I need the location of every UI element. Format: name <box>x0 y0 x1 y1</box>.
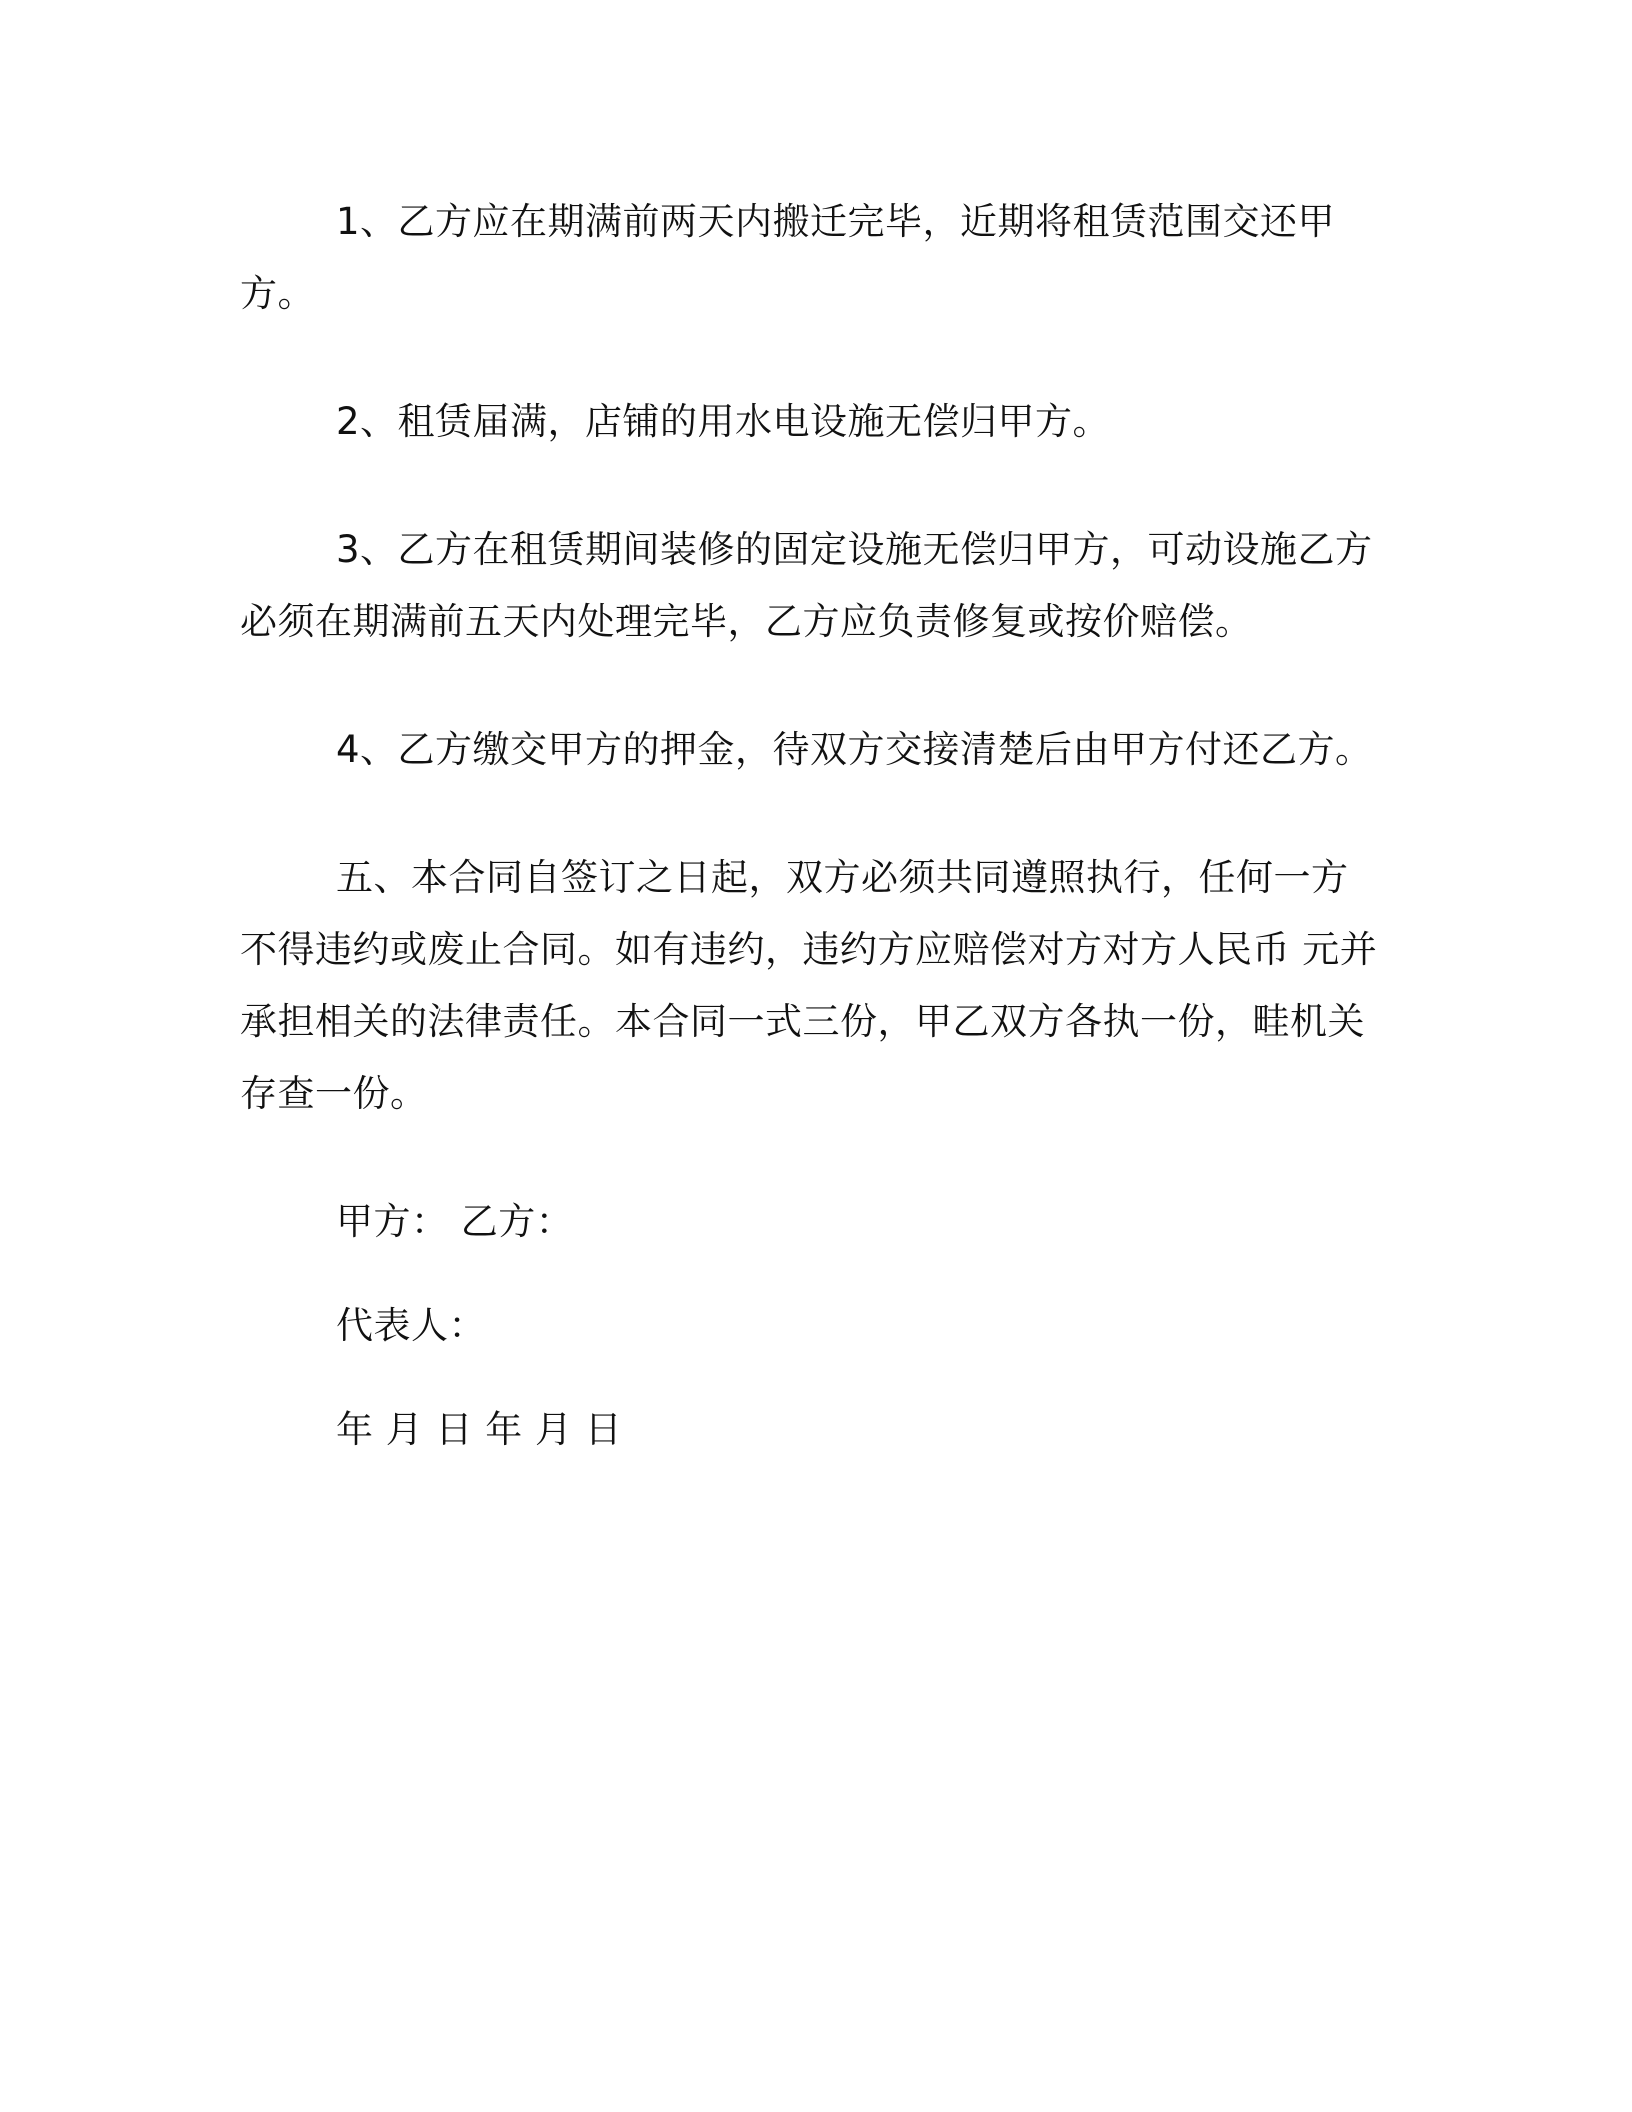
clause-1: 1、乙方应在期满前两天内搬迁完毕，近期将租赁范围交还甲方。 <box>240 200 1336 315</box>
clause-3: 3、乙方在租赁期间装修的固定设施无偿归甲方，可动设施乙方必须在期满前五天内处理完毕，乙方应负责修复或按价赔偿。 <box>240 528 1373 643</box>
clause-4: 4、乙方缴交甲方的押金，待双方交接清楚后由甲方付还乙方。 <box>336 728 1373 771</box>
clause-2: 2、租赁届满，店铺的用水电设施无偿归甲方。 <box>336 400 1111 443</box>
signature-parties: 甲方： 乙方： <box>336 1200 574 1243</box>
signature-dates: 年 月 日 年 月 日 <box>336 1408 623 1451</box>
document-body <box>240 186 1380 1498</box>
clause-5: 五、本合同自签订之日起，双方必须共同遵照执行，任何一方不得违约或废止合同。如有违约，违约方应赔偿对方对方人民币 元并承担相关的法律责任。本合同一式三份，甲乙双方各执一份，畦机关存查一份。 <box>240 856 1378 1115</box>
signature-representative: 代表人： <box>336 1304 486 1347</box>
